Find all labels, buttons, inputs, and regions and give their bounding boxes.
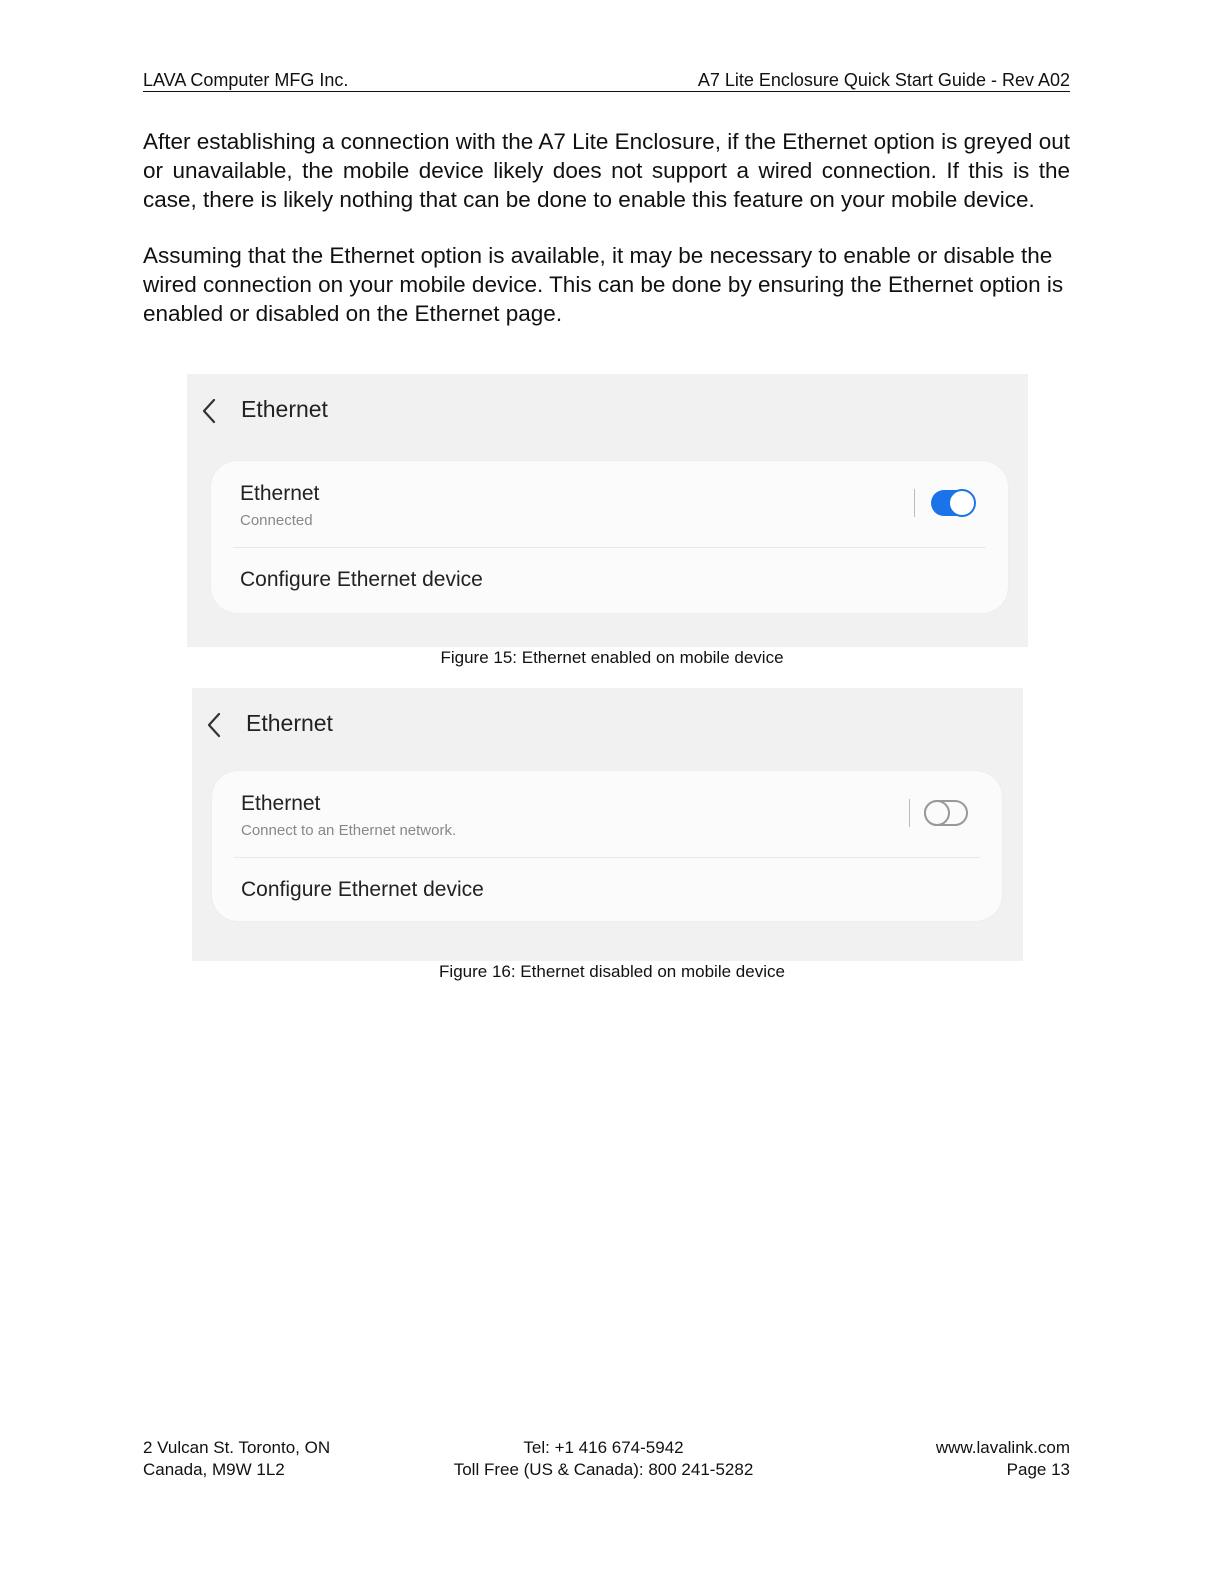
back-chevron-icon[interactable] xyxy=(201,398,221,426)
header-company: LAVA Computer MFG Inc. xyxy=(143,70,349,90)
page-number: Page 13 xyxy=(1006,1460,1070,1479)
header-doc-title: A7 Lite Enclosure Quick Start Guide - Rev A02 xyxy=(697,70,1070,90)
website-link[interactable]: www.lavalink.com xyxy=(935,1438,1070,1457)
screen-title: Ethernet xyxy=(241,396,328,422)
ethernet-row-title[interactable]: Ethernet xyxy=(241,792,321,815)
toggle-separator xyxy=(914,489,915,517)
address-line-1: 2 Vulcan St. Toronto, ON xyxy=(143,1438,331,1457)
back-chevron-icon[interactable] xyxy=(206,712,226,740)
configure-ethernet-device-item[interactable]: Configure Ethernet device xyxy=(240,568,483,591)
row-divider xyxy=(233,547,986,548)
settings-card xyxy=(211,461,1008,613)
paragraph-1: After establishing a connection with the A7 Lite Enclosure, if the Ethernet option is greyed out or unavailable, the mobile device likely does not support a wired connection. If this is the case, there is likely nothing that can be done to enable this feature on your mobile device. xyxy=(143,129,1070,212)
figure-16-caption: Figure 16: Ethernet disabled on mobile device xyxy=(439,962,785,981)
paragraph-2: Assuming that the Ethernet option is available, it may be necessary to enable or disable the wired connection on your mobile device. This can be done by ensuring the Ethernet option is enabled or disabled on the Ethernet page. xyxy=(143,243,1064,326)
ethernet-row-title[interactable]: Ethernet xyxy=(240,482,320,505)
settings-card xyxy=(212,771,1002,921)
ethernet-row-status: Connect to an Ethernet network. xyxy=(241,822,457,839)
footer-web xyxy=(936,1437,1070,1481)
toggle-knob xyxy=(924,800,950,826)
telephone: Tel: +1 416 674-5942 xyxy=(523,1438,684,1457)
ethernet-toggle-on[interactable] xyxy=(931,490,975,516)
ethernet-toggle-off[interactable] xyxy=(924,800,968,826)
figure-15-caption: Figure 15: Ethernet enabled on mobile device xyxy=(440,648,784,667)
screen-title: Ethernet xyxy=(246,710,333,736)
toggle-separator xyxy=(909,799,910,827)
figure-15-screenshot xyxy=(187,374,1028,647)
figure-16-screenshot xyxy=(192,688,1023,961)
toll-free: Toll Free (US & Canada): 800 241-5282 xyxy=(453,1460,754,1479)
configure-ethernet-device-item[interactable]: Configure Ethernet device xyxy=(241,878,484,901)
toggle-knob xyxy=(948,489,976,517)
page-header xyxy=(143,70,1070,92)
row-divider xyxy=(234,857,980,858)
ethernet-row-status: Connected xyxy=(240,512,313,529)
address-line-2: Canada, M9W 1L2 xyxy=(143,1460,285,1479)
